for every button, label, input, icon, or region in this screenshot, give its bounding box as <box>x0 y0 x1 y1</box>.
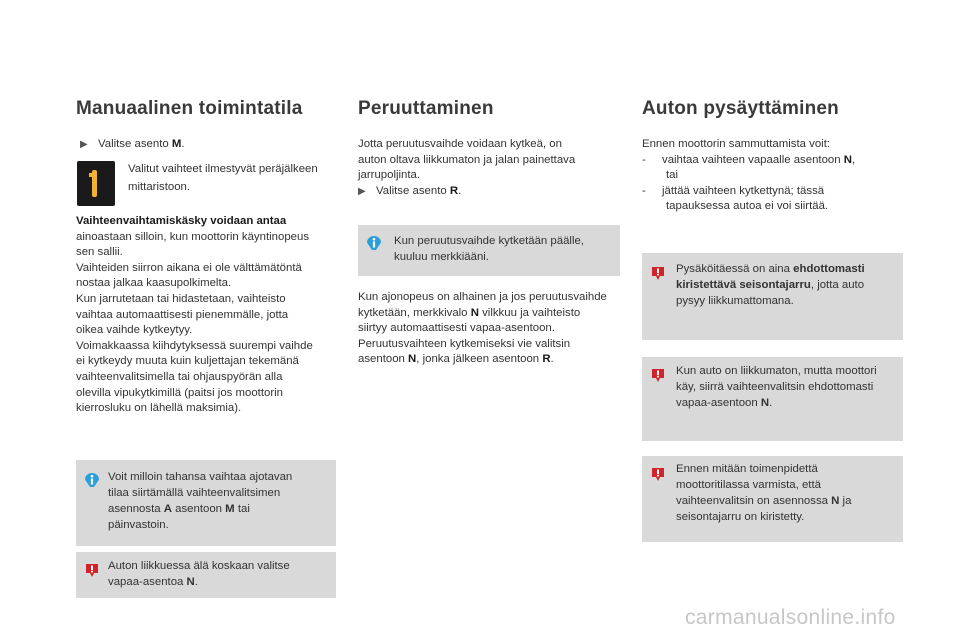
warning-icon <box>650 265 666 281</box>
para-line: ainoastaan silloin, kun moottorin käyntinopeus <box>76 230 310 243</box>
info-text: Kun peruutusvaihde kytketään päälle, kuuluu merkkiääni. <box>394 235 584 263</box>
para-line: Vaihteenvaihtamiskäsky voidaan antaa <box>76 215 287 227</box>
watermark: carmanualsonline.info <box>685 606 896 629</box>
info-icon <box>84 472 100 488</box>
arrow-bullet-icon: ▶ <box>80 139 88 150</box>
gear-display-note: Valitut vaihteet ilmestyvät peräjälkeen mittaristoon. <box>128 163 318 193</box>
para-line: kierrosluku on lähellä maksimia). <box>76 402 242 415</box>
warning-icon <box>650 367 666 383</box>
section-title-stopping: Auton pysäyttäminen <box>642 98 839 119</box>
para-line: Vaihteiden siirron aikana ei ole välttämätöntä <box>76 261 302 274</box>
warning-box-engine-bay <box>642 456 903 542</box>
info-box-switch-mode <box>76 460 336 546</box>
para-line: sen sallii. <box>76 246 123 259</box>
para-line: Voimakkaassa kiihdytyksessä suurempi vaihde <box>76 339 313 352</box>
para-line: ei kytkeydy muuta kuin kuljettajan tekemänä <box>76 355 299 368</box>
warning-icon <box>650 466 666 482</box>
para-line: olevilla vipukytkimillä (paitsi jos moottorin <box>76 386 284 399</box>
para-line: nostaa jalkaa kaasupolkimelta. <box>76 277 232 290</box>
warning-text: Auton liikkuessa älä koskaan valitse vapaa-asentoa N. <box>108 560 290 588</box>
dash-item-cont: tapauksessa autoa ei voi siirtää. <box>666 200 829 213</box>
warning-box-engine-running <box>642 357 903 441</box>
bullet-select-m: ▶ Valitse asento M. <box>80 137 185 153</box>
para-line: vaihteenvalitsimella tai ohjauspyörän alla <box>76 370 283 383</box>
stopping-intro: Ennen moottorin sammuttamista voit: - vaihtaa vaihteen vapaalle asentoon N, tai - jättää vaihteen kytkettynä; tässä tapauksessa autoa ei voi siirtää. <box>642 137 904 215</box>
warning-icon <box>84 562 100 578</box>
warning-box-parking-brake <box>642 253 903 340</box>
para-line: oikea vaihde kytkeytyy. <box>76 324 193 337</box>
gear-indicator-icon <box>77 161 115 206</box>
para-line: vaihtaa automaattisesti pienemmälle, jotta <box>76 308 289 321</box>
manual-mode-paragraph <box>76 214 336 417</box>
warning-text: Pysäköitäessä on aina ehdottomasti kiristettävä seisontajarru, jotta auto pysyy liikkumattomana. <box>676 263 865 307</box>
reversing-intro: Jotta peruutusvaihde voidaan kytkeä, on auton oltava liikkumaton ja jalan painettava jarrupoljinta. ▶ Valitse asento R. <box>358 137 618 199</box>
para-line: Kun jarrutetaan tai hidastetaan, vaihteisto <box>76 292 286 305</box>
dash-item: - vaihtaa vaihteen vapaalle asentoon N, <box>642 153 856 166</box>
reversing-paragraph: Kun ajonopeus on alhainen ja jos peruutusvaihde kytketään, merkkivalo N vilkkuu ja vaihteisto siirtyy automaattisesti vapaa-asentoon. Peruutusvaihteen kytkemiseksi vie valitsin asentoon N, jonka jälkeen asentoon R. <box>358 291 607 366</box>
warning-text: Ennen mitään toimenpidettä moottoritilassa varmista, että vaihteenvalitsin on asennossa N ja seisontajarru on kiristetty. <box>676 463 852 523</box>
info-box-reverse-beep <box>358 225 620 276</box>
info-text: Voit milloin tahansa vaihtaa ajotavan tilaa siirtämällä vaihteenvalitsimen asennosta A asentoon M tai päinvastoin. <box>108 471 293 531</box>
info-icon <box>366 235 382 251</box>
warning-box-neutral <box>76 552 336 598</box>
section-title-manual-mode: Manuaalinen toimintatila <box>76 98 303 119</box>
warning-text: Kun auto on liikkumaton, mutta moottori käy, siirrä vaihteenvalitsin ehdottomasti vapaa-asentoon N. <box>676 365 877 409</box>
arrow-bullet-icon: ▶ <box>358 185 366 197</box>
dash-item: - jättää vaihteen kytkettynä; tässä <box>642 184 825 197</box>
dash-item-cont: tai <box>666 169 679 182</box>
section-title-reversing: Peruuttaminen <box>358 98 494 119</box>
bullet-select-r: ▶ Valitse asento R. <box>358 184 618 200</box>
